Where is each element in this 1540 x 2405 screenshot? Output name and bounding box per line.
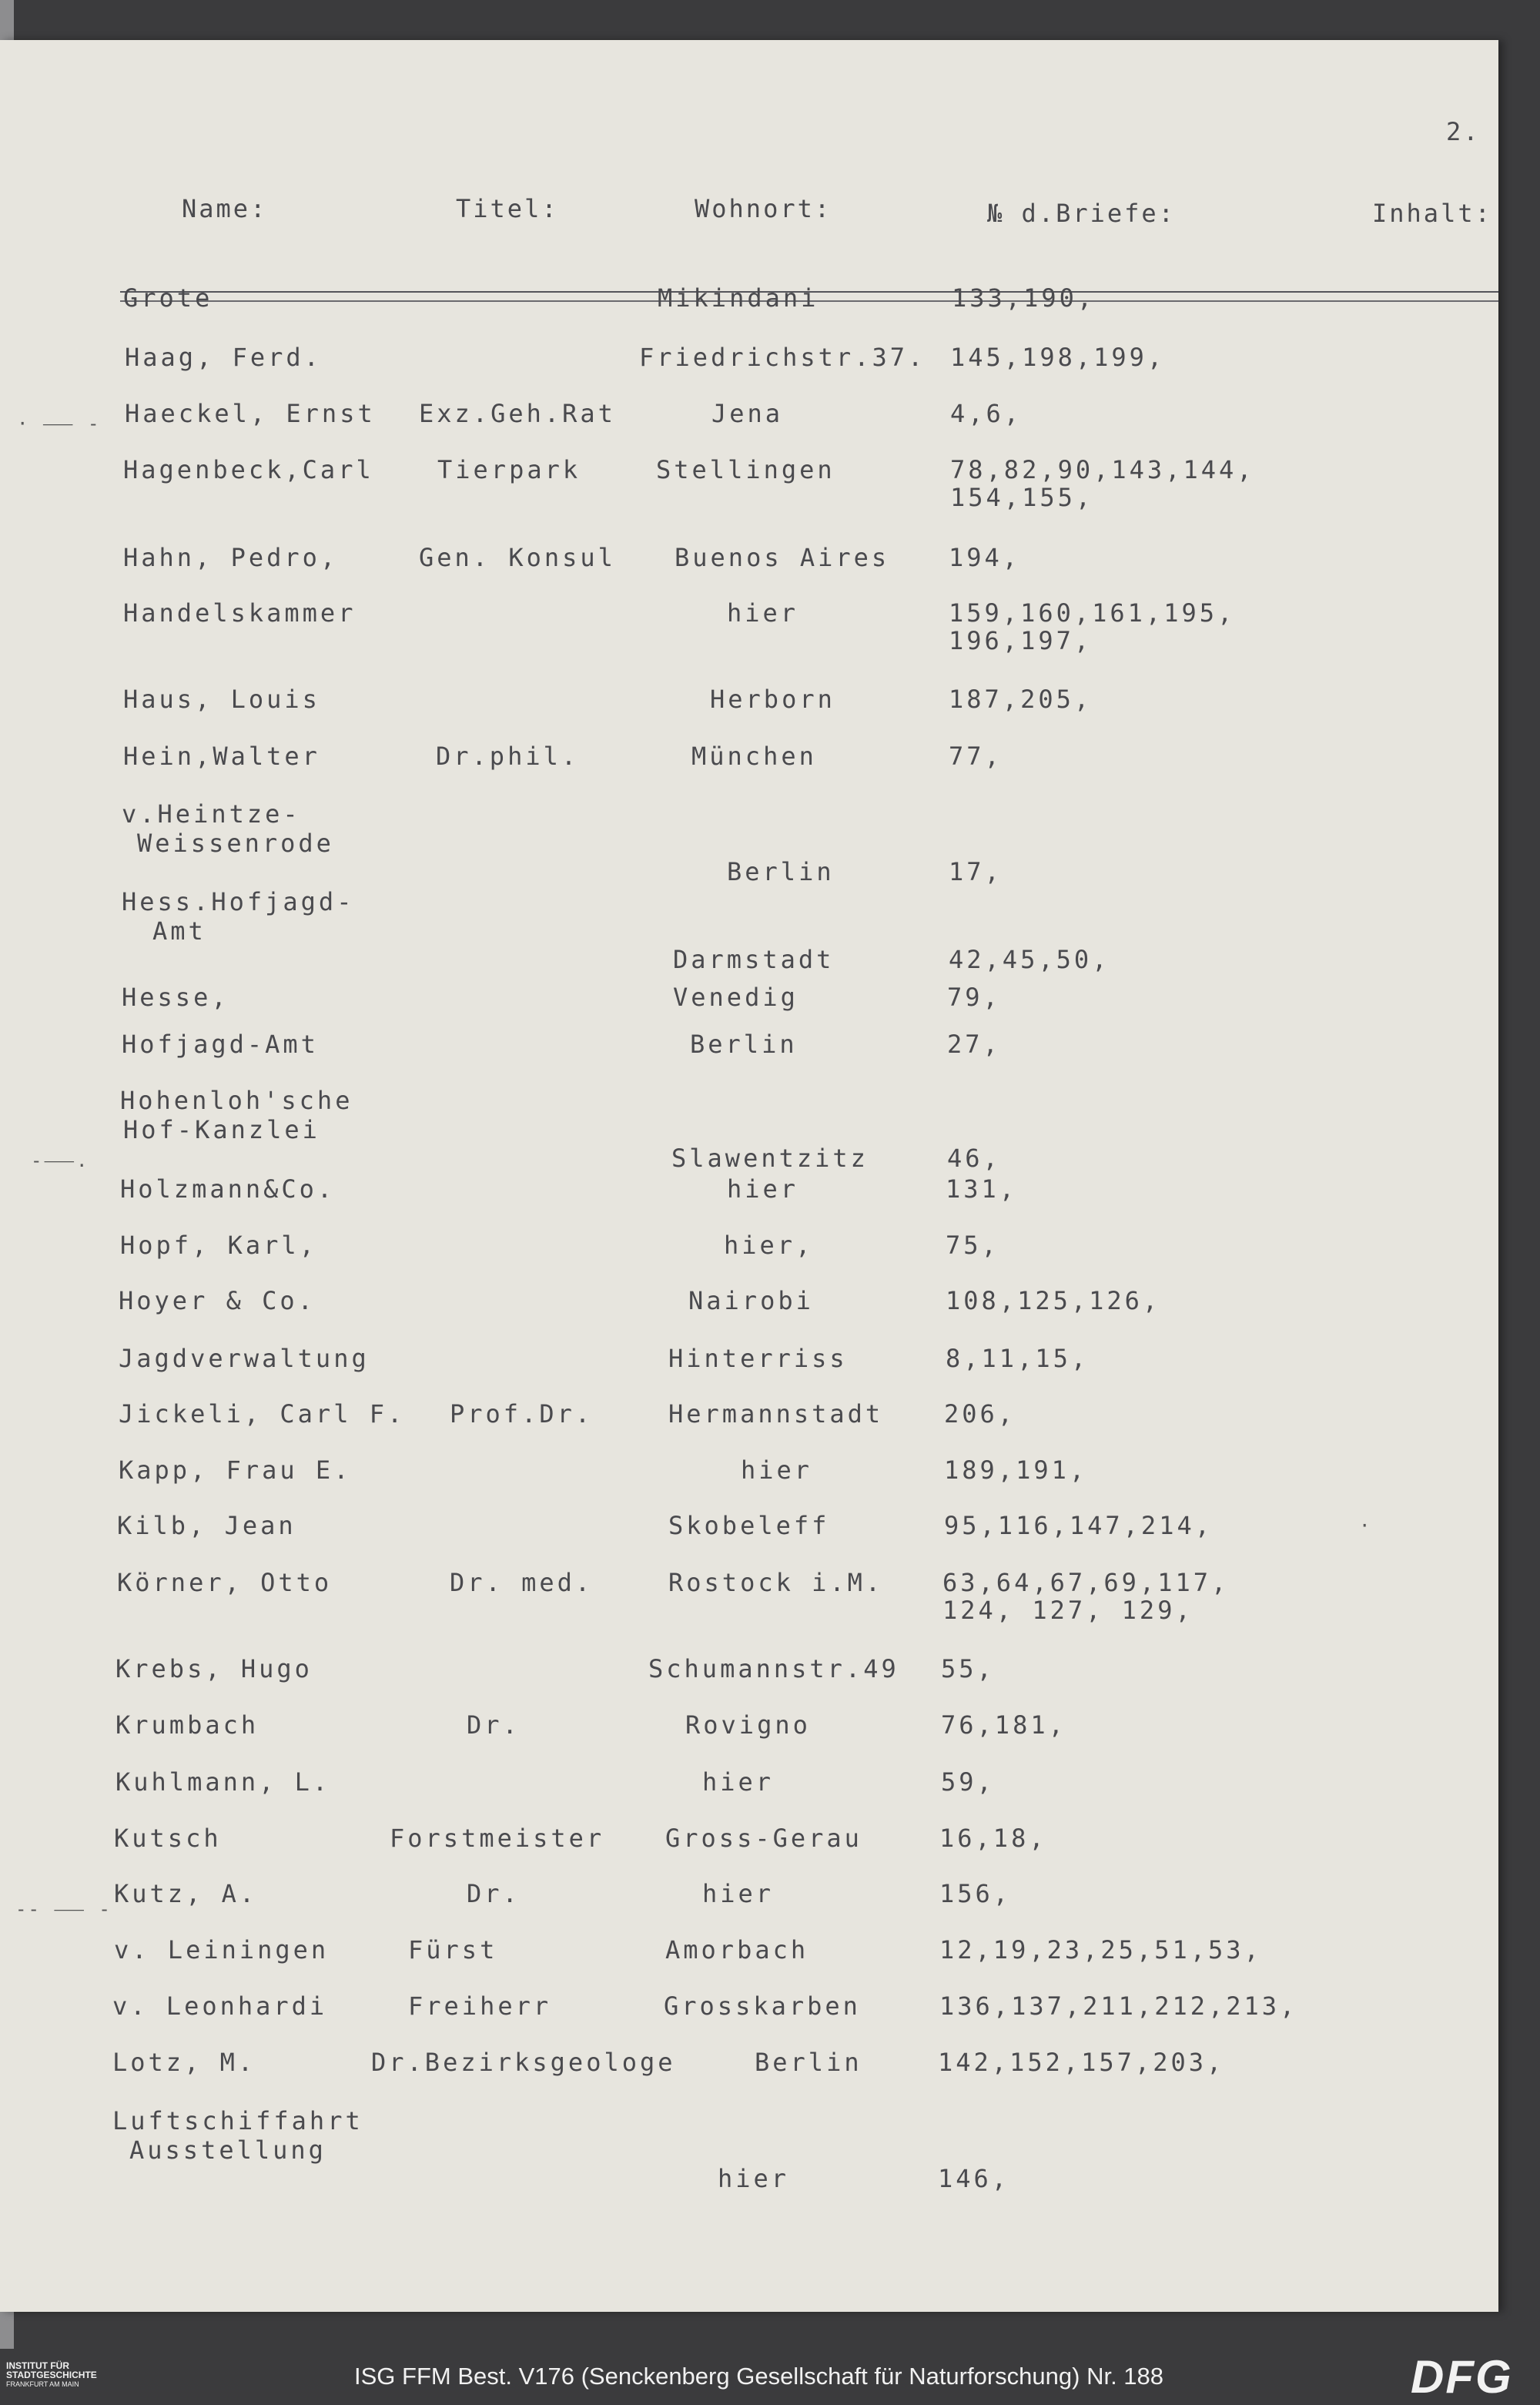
entry-residence: Darmstadt — [673, 945, 835, 974]
header-letters: № d.Briefe: — [987, 199, 1176, 228]
entry-title: Forstmeister — [390, 1824, 605, 1853]
entry-letters: 131, — [946, 1174, 1018, 1204]
entry-name: Kapp, Frau E. — [119, 1455, 352, 1485]
entry-residence: Herborn — [710, 685, 835, 714]
entry-letters: 95,116,147,214, — [944, 1511, 1213, 1540]
entry-name: Hein,Walter — [123, 742, 320, 771]
entry-residence: Grosskarben — [664, 1991, 861, 2021]
entry-name: Hesse, — [122, 983, 229, 1012]
entry-name-continued: Weissenrode — [137, 829, 334, 858]
entry-letters: 42,45,50, — [949, 945, 1110, 974]
header-residence: Wohnort: — [695, 194, 832, 223]
entry-name: v. Leonhardi — [112, 1991, 328, 2021]
entry-title: Dr. — [467, 1879, 521, 1908]
entry-name: v. Leiningen — [114, 1935, 330, 1965]
entry-name: Hohenloh'sche — [120, 1086, 353, 1115]
entry-residence: Skobeleff — [668, 1511, 830, 1540]
entry-name: Hofjagd-Amt — [122, 1030, 319, 1059]
entry-residence: hier — [727, 598, 799, 628]
entry-letters: 187,205, — [949, 685, 1093, 714]
entry-letters: 78,82,90,143,144, — [950, 455, 1255, 484]
entry-title: Dr.Bezirksgeologe — [371, 2048, 676, 2077]
entry-letters: 76,181, — [941, 1710, 1066, 1740]
entry-letters: 79, — [947, 983, 1001, 1012]
entry-name-continued: Hof-Kanzlei — [123, 1115, 320, 1144]
entry-title: Fürst — [408, 1935, 498, 1965]
entry-letters: 27, — [947, 1030, 1001, 1059]
entry-residence: Slawentzitz — [671, 1144, 869, 1173]
entry-letters: 156, — [939, 1879, 1012, 1908]
entry-residence: Berlin — [690, 1030, 798, 1059]
institute-logo: INSTITUT FÜR STADTGESCHICHTE FRANKFURT AM MAIN — [6, 2360, 97, 2388]
entry-name: Grote — [123, 283, 213, 313]
entry-residence: hier — [702, 1767, 775, 1797]
entry-residence: Hinterriss — [668, 1344, 848, 1373]
entry-letters: 46, — [947, 1144, 1001, 1173]
entry-name-continued: Ausstellung — [129, 2135, 326, 2165]
header-title: Titel: — [456, 194, 559, 223]
entry-letters-continued: 154,155, — [950, 483, 1094, 512]
margin-mark: -- ⸺ - — [15, 1898, 112, 1920]
entry-name: Haus, Louis — [123, 685, 320, 714]
entry-title: Exz.Geh.Rat — [419, 399, 616, 428]
entry-residence: München — [691, 742, 817, 771]
entry-residence: Nairobi — [688, 1286, 814, 1315]
entry-letters: 63,64,67,69,117, — [942, 1568, 1230, 1597]
entry-title: Freiherr — [408, 1991, 552, 2021]
entry-letters: 189,191, — [944, 1455, 1088, 1485]
entry-residence: Amorbach — [665, 1935, 809, 1965]
entry-letters: 194, — [949, 543, 1021, 572]
entry-letters: 206, — [944, 1399, 1016, 1429]
entry-title: Gen. Konsul — [419, 543, 616, 572]
entry-letters: 136,137,211,212,213, — [939, 1991, 1298, 2021]
entry-residence: hier — [702, 1879, 775, 1908]
margin-mark: · — [1359, 1515, 1372, 1536]
entry-letters: 77, — [949, 742, 1003, 771]
entry-residence: hier — [727, 1174, 799, 1204]
entry-name: Kutz, A. — [114, 1879, 258, 1908]
entry-name: Kuhlmann, L. — [116, 1767, 331, 1797]
entry-residence: Friedrichstr.37. — [639, 343, 926, 372]
entry-residence: Hermannstadt — [668, 1399, 884, 1429]
entry-name: Hopf, Karl, — [120, 1231, 317, 1260]
entry-residence: Schumannstr.49 — [648, 1654, 899, 1683]
entry-name: Kutsch — [114, 1824, 222, 1853]
entry-letters: 145,198,199, — [950, 343, 1166, 372]
entry-letters: 12,19,23,25,51,53, — [939, 1935, 1262, 1965]
entry-name: Lotz, M. — [112, 2048, 256, 2077]
entry-name: Hoyer & Co. — [119, 1286, 316, 1315]
entry-name: Jickeli, Carl F. — [119, 1399, 406, 1429]
entry-residence: hier — [741, 1455, 813, 1485]
entry-letters-continued: 196,197, — [949, 626, 1093, 655]
entry-name: Krebs, Hugo — [116, 1654, 313, 1683]
header-name: Name: — [182, 194, 268, 223]
entry-residence: Venedig — [673, 983, 798, 1012]
entry-letters: 4,6, — [950, 399, 1023, 428]
entry-title: Dr. — [467, 1710, 521, 1740]
entry-letters: 8,11,15, — [946, 1344, 1090, 1373]
entry-title: Dr.phil. — [436, 742, 580, 771]
entry-name: Körner, Otto — [117, 1568, 333, 1597]
margin-mark: · ⸺ - — [17, 413, 101, 434]
entry-residence: Rostock i.M. — [668, 1568, 884, 1597]
entry-residence: Jena — [711, 399, 784, 428]
entry-letters: 16,18, — [939, 1824, 1047, 1853]
entry-name: Haeckel, Ernst — [125, 399, 376, 428]
entry-letters: 75, — [946, 1231, 999, 1260]
entry-letters: 17, — [949, 857, 1003, 886]
entry-name: Luftschiffahrt — [112, 2106, 363, 2135]
header-content: Inhalt: — [1372, 199, 1492, 228]
entry-letters: 133,190, — [952, 283, 1096, 313]
archive-caption: ISG FFM Best. V176 (Senckenberg Gesellschaft für Naturforschung) Nr. 188 — [354, 2363, 1164, 2390]
page-number: 2. — [1446, 117, 1481, 146]
entry-letters: 59, — [941, 1767, 995, 1797]
entry-residence: Rovigno — [685, 1710, 811, 1740]
entry-name: Krumbach — [116, 1710, 259, 1740]
document-page — [0, 40, 1498, 2312]
entry-name: Holzmann&Co. — [120, 1174, 336, 1204]
entry-name: Hahn, Pedro, — [123, 543, 339, 572]
entry-letters-continued: 124, 127, 129, — [942, 1596, 1194, 1625]
entry-residence: hier, — [724, 1231, 814, 1260]
dfg-logo: DFG — [1411, 2351, 1513, 2403]
entry-name: Jagdverwaltung — [119, 1344, 370, 1373]
entry-residence: Berlin — [755, 2048, 862, 2077]
entry-name: Haag, Ferd. — [125, 343, 322, 372]
entry-name: Kilb, Jean — [117, 1511, 296, 1540]
entry-name: Hess.Hofjagd- — [122, 887, 355, 916]
entry-residence: Mikindani — [658, 283, 819, 313]
entry-letters: 142,152,157,203, — [938, 2048, 1225, 2077]
entry-residence: hier — [718, 2164, 790, 2193]
entry-title: Prof.Dr. — [450, 1399, 594, 1429]
entry-letters: 55, — [941, 1654, 995, 1683]
entry-name: Handelskammer — [123, 598, 357, 628]
entry-name: v.Heintze- — [122, 799, 301, 829]
entry-letters: 108,125,126, — [946, 1286, 1161, 1315]
entry-name-continued: Amt — [152, 916, 206, 946]
entry-letters: 159,160,161,195, — [949, 598, 1236, 628]
entry-residence: Buenos Aires — [675, 543, 890, 572]
entry-letters: 146, — [938, 2164, 1010, 2193]
entry-residence: Stellingen — [656, 455, 835, 484]
entry-name: Hagenbeck,Carl — [123, 455, 374, 484]
entry-title: Dr. med. — [450, 1568, 594, 1597]
entry-residence: Berlin — [727, 857, 835, 886]
entry-residence: Gross-Gerau — [665, 1824, 862, 1853]
margin-mark: -⸺. — [31, 1150, 89, 1171]
entry-title: Tierpark — [437, 455, 581, 484]
